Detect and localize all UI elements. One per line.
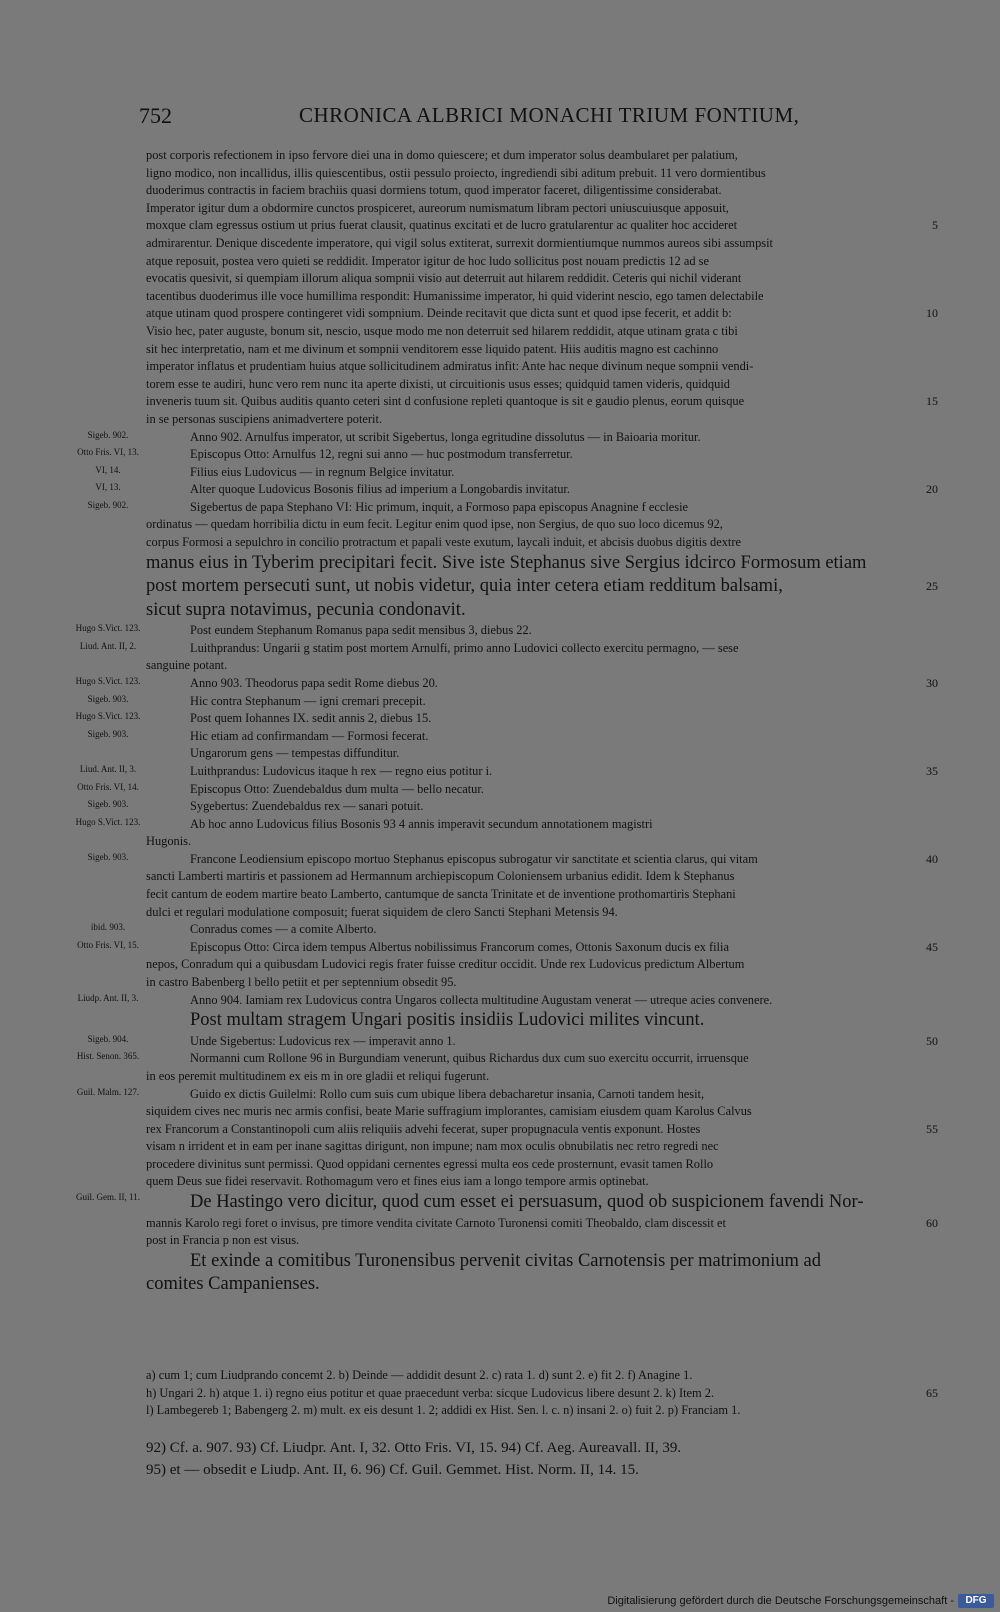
line-text: inveneris tuum sit. Quibus auditis quanto ceteri sint d confusione repleti quantoque is sit e gaudio plenus, eorum quisque [146, 394, 745, 409]
line-text: Ab hoc anno Ludovicus filius Bosonis 93 4 annis imperavit secundum annotationem magistri [190, 816, 653, 831]
line-text: Sigebertus de papa Stephano VI: Hic primum, inquit, a Formoso papa episcopus Anagnine f ecclesie [190, 499, 689, 514]
line-number: 30 [926, 675, 938, 690]
text-line [146, 1402, 916, 1420]
line-text: in castro Babenberg l bello petiit et per septennium obsedit 95. [146, 975, 457, 990]
line-number: 40 [926, 851, 938, 866]
page-number: 752 [139, 103, 172, 128]
text-line [146, 552, 916, 576]
line-text: duoderimus contractis in faciem brachiis quasi dormiens totum, quod imperator faceret, diligentissime considerabat. [146, 183, 722, 198]
text-line [146, 1121, 938, 1139]
text-line [146, 217, 938, 235]
line-text: comites Campanienses. [146, 1274, 320, 1295]
source-notes [146, 1437, 916, 1481]
text-line [146, 165, 916, 183]
line-text: dulci et regulari modulatione composuit; fuerat siquidem de clero Sancti Stephani Metensis 94. [146, 904, 618, 919]
text-line [76, 1191, 916, 1215]
line-text: Hugonis. [146, 834, 192, 849]
text-line [77, 992, 916, 1010]
line-text: quem Deus sue fidei reservavit. Rothomagum vero et fines eius iam a longo tempore armis optinebat. [146, 1174, 649, 1189]
line-text: sicut supra notavimus, pecunia condonavit. [146, 599, 466, 620]
line-text: imperator inflatus et prudentiam huius atque sollicitudinem admiratus infit: Ante hac neque divinum neque sompnii vendi- [146, 359, 754, 374]
text-line [146, 376, 916, 394]
margin-source-note: Hugo S.Vict. 123. [75, 623, 141, 634]
text-line [146, 516, 916, 534]
line-text: manus eius in Tyberim precipitari fecit. Sive iste Stephanus sive Sergius idcirco Formosum etiam [146, 552, 867, 573]
dfg-logo: DFG [958, 1594, 994, 1608]
text-line [87, 499, 916, 517]
text-line [146, 956, 916, 974]
text-line [146, 599, 916, 623]
text-line [87, 728, 916, 746]
margin-source-note: Sigeb. 903. [87, 799, 129, 810]
text-line [75, 710, 916, 728]
text-line [87, 693, 916, 711]
funding-credit: Digitalisierung gefördert durch die Deutsche Forschungsgemeinschaft - [607, 1595, 954, 1607]
margin-source-note: Sigeb. 902. [87, 499, 129, 510]
line-text: visam n irrident et in eam per inane sagittas dirigunt, non impune; nam mox oculis obnubilatis nec retro regredi nec [146, 1139, 719, 1154]
line-text: Hic contra Stephanum — igni cremari precepit. [190, 693, 426, 708]
margin-source-note: Sigeb. 903. [87, 851, 129, 862]
margin-source-note: Sigeb. 904. [87, 1033, 129, 1044]
margin-source-note: ibid. 903. [90, 922, 126, 933]
text-line [146, 1103, 916, 1121]
margin-source-note: Liudp. Ant. II, 3. [77, 992, 139, 1003]
margin-source-note: Sigeb. 902. [87, 429, 129, 440]
line-text: post corporis refectionem in ipso fervore diei una in domo quiescere; et dum imperator solus deambularet per palatium, [146, 148, 738, 162]
line-text: Unde Sigebertus: Ludovicus rex — imperavit anno 1. [190, 1033, 456, 1048]
line-text: Et exinde a comitibus Turonensibus pervenit civitas Carnotensis per matrimonium ad [190, 1250, 821, 1271]
text-line [77, 446, 916, 464]
line-text: Anno 904. Iamiam rex Ludovicus contra Ungaros collecta multitudine Augustam venerat — utreque acies convenere. [190, 992, 773, 1007]
text-line [146, 1250, 916, 1274]
line-number: 5 [932, 218, 938, 233]
line-text: atque reposuit, postea vero quieti se reddidit. Imperator igitur de hoc ludo sollicitus post nouam predictis 12 ad se [146, 253, 709, 268]
margin-source-note: Liud. Ant. II, 3. [79, 763, 137, 774]
text-line [146, 1009, 916, 1033]
line-text: Visio hec, pater auguste, bonum sit, nescio, usque modo me non deterruit sed hilarem reddidit, atque utinam grata c tibi [146, 323, 738, 338]
line-text: torem esse te audiri, hunc vero rem nunc ita aperte dixisti, ut circuitionis usus esses; quidquid tamen videris, quidquid [146, 376, 730, 391]
line-number: 25 [926, 579, 938, 594]
text-line [146, 1232, 916, 1250]
text-line [146, 868, 916, 886]
line-text: Episcopus Otto: Arnulfus 12, regni sui anno — huc postmodum transferretur. [190, 447, 573, 462]
text-line [146, 1138, 916, 1156]
text-line [146, 270, 916, 288]
line-text: h) Ungari 2. h) atque 1. i) regno eius potitur et quae praecedunt verba: sicque Ludovicus libere desunt 2. k) Item 2. [146, 1385, 715, 1400]
text-line [87, 851, 938, 869]
line-text: sanguine potant. [146, 658, 228, 673]
text-line [87, 1033, 938, 1051]
margin-source-note: Sigeb. 903. [87, 728, 129, 739]
text-line [146, 393, 938, 411]
text-line [146, 1068, 916, 1086]
text-line [146, 1173, 916, 1191]
line-text: Imperator igitur dum a obdormire cunctos prospiceret, aureorum numismatum libram pectori uniuscuiusque apposuit, [146, 200, 729, 215]
margin-source-note: Hugo S.Vict. 123. [75, 711, 141, 722]
line-text: rex Francorum a Constantinopoli cum aliis reliquiis advehi fecerat, super propugnacula ventis exponunt. Hostes [146, 1121, 701, 1136]
line-text: ligno modico, non incallidus, illis quiescentibus, ostii pessulo proiecto, ingrediendi sibi aditum prebuit. 11 vero dormientibus [146, 165, 766, 180]
line-text: corpus Formosi a sepulchro in concilio protractum et papali veste exutum, laycali induit, et abcisis duobus digitis dextre [146, 535, 741, 550]
line-number: 45 [926, 939, 938, 954]
text-line [146, 341, 916, 359]
margin-source-note: Sigeb. 903. [87, 693, 129, 704]
line-text: Francone Leodiensium episcopo mortuo Stephanus episcopus subrogatur vir sanctitate et scientia clarus, qui vitam [190, 851, 758, 866]
text-line [87, 429, 916, 447]
text-line [146, 904, 916, 922]
source-note-line: 92) Cf. a. 907. 93) Cf. Liudpr. Ant. I, 32. Otto Fris. VI, 15. 94) Cf. Aeg. Aureavall. II, 39. [146, 1440, 682, 1456]
text-line [146, 253, 916, 271]
page-header [139, 103, 922, 133]
critical-apparatus [146, 1367, 938, 1420]
line-number: 65 [926, 1385, 938, 1400]
text-line [146, 745, 916, 763]
text-line [95, 481, 938, 499]
text-line [146, 235, 916, 253]
margin-source-note: VI, 14. [95, 464, 121, 475]
text-line [146, 534, 916, 552]
line-text: siquidem cives nec muris nec armis confisi, beate Marie suffragium implorantes, camisiam eiusdem quam Karolus Calvus [146, 1104, 752, 1119]
margin-source-note: Liud. Ant. II, 2. [79, 640, 137, 651]
margin-source-note: Otto Fris. VI, 14. [77, 781, 139, 792]
line-text: procedere divinitus sunt permissi. Quod oppidani cernentes egressi multa eos cede prosternunt, evasit tamen Rollo [146, 1156, 714, 1171]
text-line [146, 305, 938, 323]
line-number: 15 [926, 394, 938, 409]
text-line [76, 1050, 916, 1068]
line-text: Episcopus Otto: Zuendebaldus dum multa — bello necatur. [190, 781, 484, 796]
line-text: admirarentur. Denique discedente imperatore, qui vigil solus extiterat, surrexit dormientiumque nummos aureos sibi assumpsit [146, 235, 773, 250]
source-note-line: 95) et — obsedit e Liudp. Ant. II, 6. 96) Cf. Guil. Gemmet. Hist. Norm. II, 14. 15. [146, 1462, 639, 1478]
line-text: Hic etiam ad confirmandam — Formosi fecerat. [190, 728, 429, 743]
line-text: Sygebertus: Zuendebaldus rex — sanari potuit. [190, 799, 424, 814]
line-text: atque utinam quod prospere contingeret vidi sompnium. Deinde recitavit que dicta sunt et quod ipse fecerit, et addit b: [146, 306, 732, 321]
text-line [76, 1086, 916, 1104]
line-text: nepos, Conradum qui a quibusdam Ludovici regis frater fuisse creditur occidit. Unde rex Ludovicus predictum Albertum [146, 957, 745, 972]
text-line [77, 939, 938, 957]
main-text [75, 147, 938, 1297]
margin-source-note: Guil. Malm. 127. [76, 1086, 140, 1097]
line-text: moxque clam egressus ostium ut prius fuerat clausit, quatinus excitati et de lucro gratularentur ac qualiter hoc accideret [146, 218, 738, 233]
line-text: Post eundem Stephanum Romanus papa sedit mensibus 3, diebus 22. [190, 623, 532, 638]
line-number: 60 [926, 1215, 938, 1230]
text-line [146, 974, 916, 992]
line-text: a) cum 1; cum Liudprando concemt 2. b) Deinde — addidit desunt 2. c) rata 1. d) sunt 2. e) fit 2. f) Anagine 1. [146, 1368, 693, 1382]
text-line [146, 200, 916, 218]
line-text: Ungarorum gens — tempestas diffunditur. [190, 746, 400, 761]
line-text: l) Lambegereb 1; Babengerg 2. m) mult. ex eis desunt 1. 2; addidi ex Hist. Sen. l. c. n) insani 2. o) fuit 2. p) Franciam 1. [146, 1403, 741, 1418]
line-text: ordinatus — quedam horribilia dictu in eum fecit. Legitur enim quod ipse, non Sergius, de quo suo loco dicemus 92, [146, 517, 723, 532]
line-text: Luithprandus: Ungarii g statim post mortem Arnulfi, primo anno Ludovici collecto exercitu permagno, — sese [190, 640, 739, 655]
text-line [75, 622, 916, 640]
text-line [75, 675, 938, 693]
margin-source-note: Hugo S.Vict. 123. [75, 675, 141, 686]
text-line [146, 657, 916, 675]
text-line [146, 1215, 938, 1233]
line-number: 10 [926, 306, 938, 321]
line-text: Anno 903. Theodorus papa sedit Rome diebus 20. [190, 675, 438, 690]
line-text: Post multam stragem Ungari positis insidiis Ludovici milites vincunt. [190, 1010, 705, 1031]
line-text: evocatis quesivit, si quempiam illorum aliqua sompnii visio aut deterruit aut hilarem reddidit. Ceteris qui nichil viderant [146, 271, 742, 286]
text-line [146, 358, 916, 376]
margin-source-note: VI, 13. [95, 482, 121, 493]
text-line [146, 1273, 916, 1297]
line-text: Post quem Iohannes IX. sedit annis 2, diebus 15. [190, 711, 432, 726]
line-number: 35 [926, 763, 938, 778]
margin-source-note: Otto Fris. VI, 13. [77, 447, 139, 458]
text-line [87, 798, 916, 816]
text-line [146, 323, 916, 341]
line-text: Alter quoque Ludovicus Bosonis filius ad imperium a Longobardis invitatur. [190, 482, 570, 497]
line-text: Normanni cum Rollone 96 in Burgundiam venerunt, quibus Richardus dux cum suo exercitu occurrit, irruensque [190, 1051, 749, 1066]
margin-source-note: Guil. Gem. II, 11. [76, 1192, 140, 1203]
text-line [77, 781, 916, 799]
margin-source-note: Otto Fris. VI, 15. [77, 939, 139, 950]
margin-source-note: Hist. Senon. 365. [76, 1051, 140, 1062]
line-text: De Hastingo vero dicitur, quod cum esset ei persuasum, quod ob suspicionem favendi Nor- [190, 1192, 864, 1213]
text-line [146, 147, 916, 165]
running-title: CHRONICA ALBRICI MONACHI TRIUM FONTIUM, [299, 103, 800, 127]
line-text: Conradus comes — a comite Alberto. [190, 922, 377, 937]
line-text: Luithprandus: Ludovicus itaque h rex — regno eius potitur i. [190, 763, 493, 778]
text-line [146, 1385, 938, 1403]
text-line [95, 464, 916, 482]
line-text: post in Francia p non est visus. [146, 1233, 300, 1248]
text-line [146, 411, 916, 429]
line-text: tacentibus duoderimus ille voce humillima respondit: Humanissime imperator, hi quid viderint nescio, ego tamen delectabile [146, 288, 764, 303]
footer [0, 1590, 1000, 1612]
line-text: sancti Lamberti martiris et passionem ad Hermannum archiepiscopum Coloniensem urbanius edidit. Idem k Stephanus [146, 869, 735, 884]
line-text: in se personas suscipiens animadvertere poterit. [146, 411, 383, 426]
text-line [146, 886, 916, 904]
margin-source-note: Hugo S.Vict. 123. [75, 816, 141, 827]
text-line [79, 763, 938, 781]
text-line [75, 816, 916, 834]
line-number: 20 [926, 482, 938, 497]
line-text: Episcopus Otto: Circa idem tempus Albertus nobilissimus Francorum comes, Ottonis Saxonum ducis ex filia [190, 939, 729, 954]
text-line [146, 575, 938, 599]
text-line [90, 921, 916, 939]
text-line [146, 288, 916, 306]
text-line [146, 1367, 916, 1385]
line-text: Filius eius Ludovicus — in regnum Belgice invitatur. [190, 464, 455, 479]
line-text: fecit cantum de eodem martire beato Lamberto, cantumque de sancta Trinitate et de inventione prothomartiris Stephani [146, 887, 736, 902]
line-text: mannis Karolo regi foret o invisus, pre timore vendita civitate Carnoto Turonensi comiti Theobaldo, clam discessit et [146, 1215, 726, 1230]
text-line [146, 1156, 916, 1174]
line-text: Guido ex dictis Guilelmi: Rollo cum suis cum ubique libera debacharetur insania, Carnoti tandem hesit, [190, 1086, 705, 1101]
text-line [146, 182, 916, 200]
line-number: 50 [926, 1033, 938, 1048]
line-text: in eos peremit multitudinem ex eis m in ore gladii et reliqui fugerunt. [146, 1068, 490, 1083]
line-text: Anno 902. Arnulfus imperator, ut scribit Sigebertus, longa egritudine dissolutus — in Baioaria moritur. [190, 429, 701, 444]
line-number: 55 [926, 1121, 938, 1136]
line-text: sit hec interpretatio, nam et me divinum et sompnii venditorem esse liquido patent. Hiis auditis magno est cachinno [146, 341, 719, 356]
text-line [79, 640, 916, 658]
text-line [146, 833, 916, 851]
line-text: post mortem persecuti sunt, ut nobis videtur, quia inter cetera etiam redditum balsami, [146, 576, 783, 597]
